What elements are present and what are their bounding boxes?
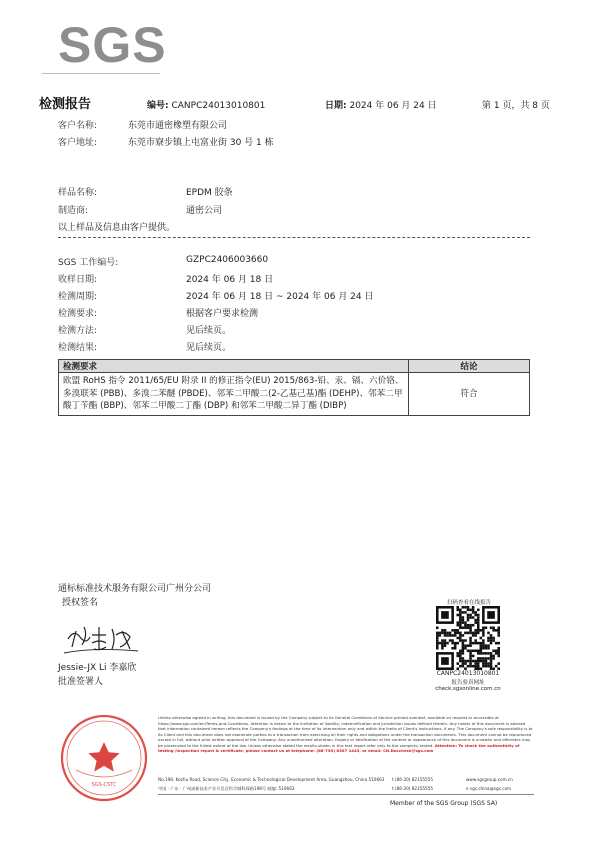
client-name: 东莞市通密橡塑有限公司 (128, 121, 228, 131)
page-indicator: 第 1 页，共 8 页 (482, 101, 550, 111)
client-address: 东莞市寮步镇上屯富业街 30 号 1 栋 (128, 138, 274, 148)
address-english: No.198, Kezhu Road, Science City, Economic & Technological Development Area, Guangzhou, China 510663 (158, 777, 385, 782)
issuing-company: 通标标准技术服务有限公司广州分公司 (58, 584, 212, 594)
test-method: 见后续页。 (186, 326, 232, 336)
client-address-label: 客户地址: (58, 138, 98, 148)
report-date (325, 98, 437, 111)
manufacturer-label: 制造商: (58, 206, 89, 216)
test-period-label: 检测周期: (58, 292, 98, 302)
job-number-label: SGS 工作编号: (58, 258, 119, 268)
qr-code-icon[interactable] (436, 606, 500, 670)
footer-divider (158, 794, 534, 795)
test-result: 见后续页。 (186, 343, 232, 353)
sample-note: 以上样品及信息由客户提供。 (58, 223, 176, 233)
test-period: 2024 年 06 月 18 日 ~ 2024 年 06 月 24 日 (186, 292, 374, 302)
disclaimer-text: Unless otherwise agreed in writing, this document is issued by the Company subject to its General Conditions of Service printed overleaf, available on request or accessible at https://www.sgs.com/en/Terms-and-Conditions. Attention is drawn to the limitation of liability, indemnification and jurisdiction issues defined therein. Any holder of this document is advised that information contained hereon reflects the Company's findings at the time of its intervention only and within the limits of Client's instructions, if any. The Company's sole responsibility is to its Client and this document does not exonerate parties to a transaction from exercising all their rights and obligations under the transaction documents. This document cannot be reproduced except in full, without prior written approval of the Company. Any unauthorized alteration, forgery or falsification of the content or appearance of this document is unlawful and offenders may be prosecuted to the fullest extent of the law. Unless otherwise stated the results shown in this test report refer only to the sample(s) tested. (158, 715, 533, 748)
sgs-logo: SGS (58, 17, 167, 73)
attention-notice: Attention: To check the authenticity of testing /inspection report & certificate, please contact us at telephone: (86-755) 8307 1443, or email: CN.Doccheck@sgs.com (158, 742, 520, 753)
dashed-separator (58, 237, 530, 238)
address-chinese: 中国 · 广东 · 广州高新技术产业开发区科学城科珠路198号 邮编: 510663 (158, 786, 295, 791)
report-title: 检测报告 (39, 97, 92, 112)
requirement-cell: 欧盟 RoHS 指令 2011/65/EU 附录 II 的修正指令(EU) 2015/863-铅、汞、镉、六价铬、多溴联苯 (PBB)、多溴二苯醚 (PBDE)、邻苯二甲酸二(2-乙基己基)酯 (DEHP)、邻苯二甲酸丁苄酯 (BBP)、邻苯二甲酸二丁酯 (DBP) 和邻苯二甲酸二异丁酯 (DIBP) (59, 373, 409, 416)
handwritten-signature (62, 617, 142, 657)
results-table-header (59, 360, 530, 373)
conclusion-header: 结论 (409, 360, 530, 373)
table-row (59, 373, 530, 416)
results-table (58, 359, 530, 416)
qr-report-number: CANPC24013010801 (436, 670, 500, 677)
telephone-chinese: t (86-20) 82155555 (392, 786, 434, 791)
website[interactable]: www.sgsgroup.com.cn (466, 777, 513, 782)
report-number (147, 98, 265, 111)
email[interactable]: e sgs.china@sgs.com (466, 786, 512, 791)
test-request: 根据客户要求检测 (186, 309, 259, 319)
test-request-label: 检测要求: (58, 309, 98, 319)
receive-date: 2024 年 06 月 18 日 (186, 275, 274, 285)
test-result-label: 检测结果: (58, 343, 98, 353)
report-number-label: 编号: (147, 101, 169, 111)
qr-verify-url[interactable]: check.sgsonline.com.cn (435, 686, 501, 692)
telephone-english: t (86-20) 82155555 (392, 777, 434, 782)
report-number-value: CANPC24013010801 (171, 101, 266, 111)
job-number: GZPC2406003660 (186, 255, 269, 265)
client-name-label: 客户名称: (58, 121, 98, 131)
qr-verify-caption: 报告验真网址 (451, 680, 485, 686)
company-seal-stamp (58, 712, 150, 804)
requirement-header: 检测要求 (59, 360, 409, 373)
manufacturer: 通密公司 (186, 206, 223, 216)
svg-text:SGS-CSTC: SGS-CSTC (91, 782, 117, 788)
signatory-name: Jessie-JX Li 李嘉欣 (58, 663, 137, 673)
report-date-label: 日期: (325, 101, 347, 111)
report-date-value: 2024 年 06 月 24 日 (349, 101, 437, 111)
legal-disclaimer (158, 715, 534, 754)
conclusion-cell: 符合 (409, 373, 530, 416)
signatory-title: 批准签署人 (58, 677, 104, 687)
receive-date-label: 收样日期: (58, 275, 98, 285)
qr-caption: 扫码查看在线报告 (446, 600, 491, 606)
test-method-label: 检测方法: (58, 326, 98, 336)
logo-divider (42, 73, 160, 74)
sample-name-label: 样品名称: (58, 188, 98, 198)
authorized-signature-label: 授权签名 (62, 598, 99, 608)
sample-name: EPDM 胶条 (186, 188, 233, 198)
sgs-member-note: Member of the SGS Group (SGS SA) (390, 800, 498, 807)
